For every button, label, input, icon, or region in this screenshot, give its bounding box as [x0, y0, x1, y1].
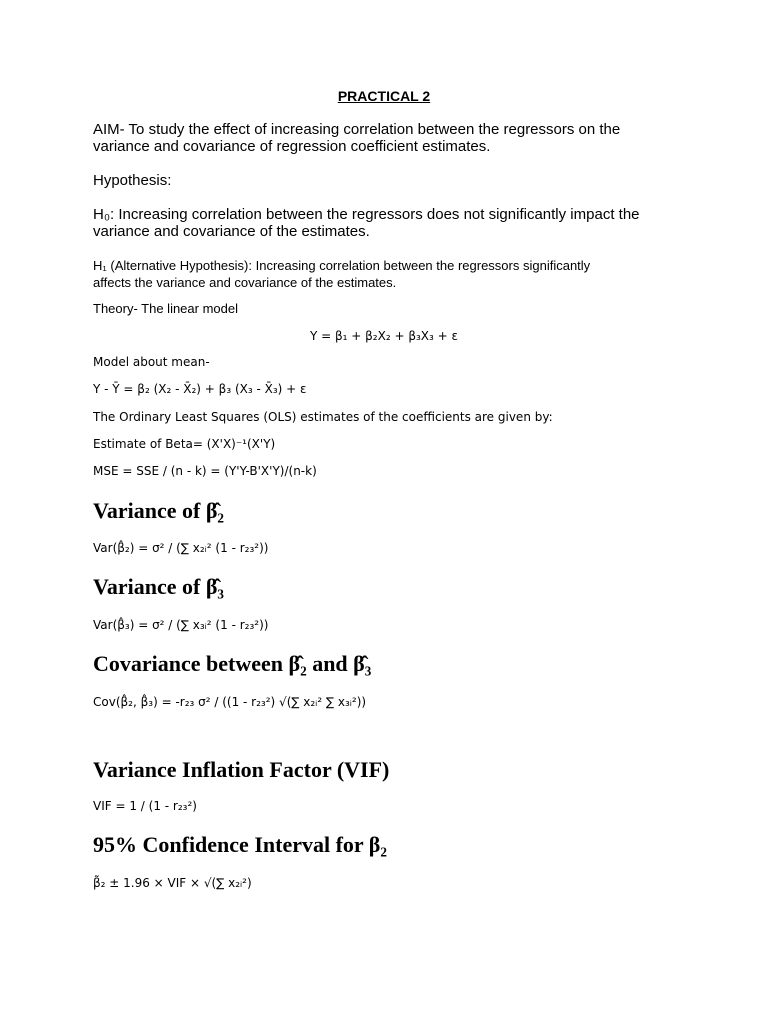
h1-line-2: affects the variance and covariance of the estimates.: [93, 275, 397, 290]
heading-variance-b3: Variance of β̂₃: [93, 574, 225, 599]
linear-model-equation: Y = β₁ + β₂X₂ + β₃X₃ + ε: [309, 329, 459, 343]
heading-confidence-interval: 95% Confidence Interval for β₂: [93, 832, 387, 857]
h1-line-1: H₁ (Alternative Hypothesis): Increasing correlation between the regressors significantly: [93, 258, 591, 273]
aim-line-2: variance and covariance of regression coefficient estimates.: [93, 138, 491, 155]
h0-line-1: H₀: Increasing correlation between the regressors does not significantly impact the: [93, 206, 640, 223]
ols-text: The Ordinary Least Squares (OLS) estimates of the coefficients are given by:: [93, 410, 553, 424]
formula-variance-b2: Var(β̂₂) = σ² / (∑ x₂ᵢ² (1 - r₂₃²)): [93, 541, 269, 555]
theory-label: Theory- The linear model: [93, 301, 238, 316]
model-about-mean-equation: Y - Ȳ = β₂ (X₂ - X̄₂) + β₃ (X₃ - X̄₃) + ε: [93, 382, 307, 396]
model-about-mean-label: Model about mean-: [93, 355, 210, 369]
mse-formula: MSE = SSE / (n - k) = (Y'Y-B'X'Y)/(n-k): [93, 464, 317, 478]
estimate-beta-formula: Estimate of Beta= (X'X)⁻¹(X'Y): [93, 437, 276, 451]
formula-covariance: Cov(β̂₂, β̂₃) = -r₂₃ σ² / ((1 - r₂₃²) √(∑ x₂ᵢ² ∑ x₃ᵢ²)): [93, 695, 367, 709]
formula-vif: VIF = 1 / (1 - r₂₃²): [93, 799, 197, 813]
heading-vif: Variance Inflation Factor (VIF): [93, 757, 390, 782]
aim-line-1: AIM- To study the effect of increasing correlation between the regressors on the: [93, 121, 621, 138]
heading-covariance: Covariance between β̂₂ and β̂₃: [93, 651, 372, 676]
formula-variance-b3: Var(β̂₃) = σ² / (∑ x₃ᵢ² (1 - r₂₃²)): [93, 618, 269, 632]
hypothesis-label: Hypothesis:: [93, 172, 172, 189]
h0-line-2: variance and covariance of the estimates.: [93, 223, 370, 240]
heading-variance-b2: Variance of β̂₂: [93, 498, 225, 523]
formula-confidence-interval: β̃₂ ± 1.96 × VIF × √(∑ x₂ᵢ²): [93, 876, 252, 890]
page-title: PRACTICAL 2: [337, 88, 431, 104]
